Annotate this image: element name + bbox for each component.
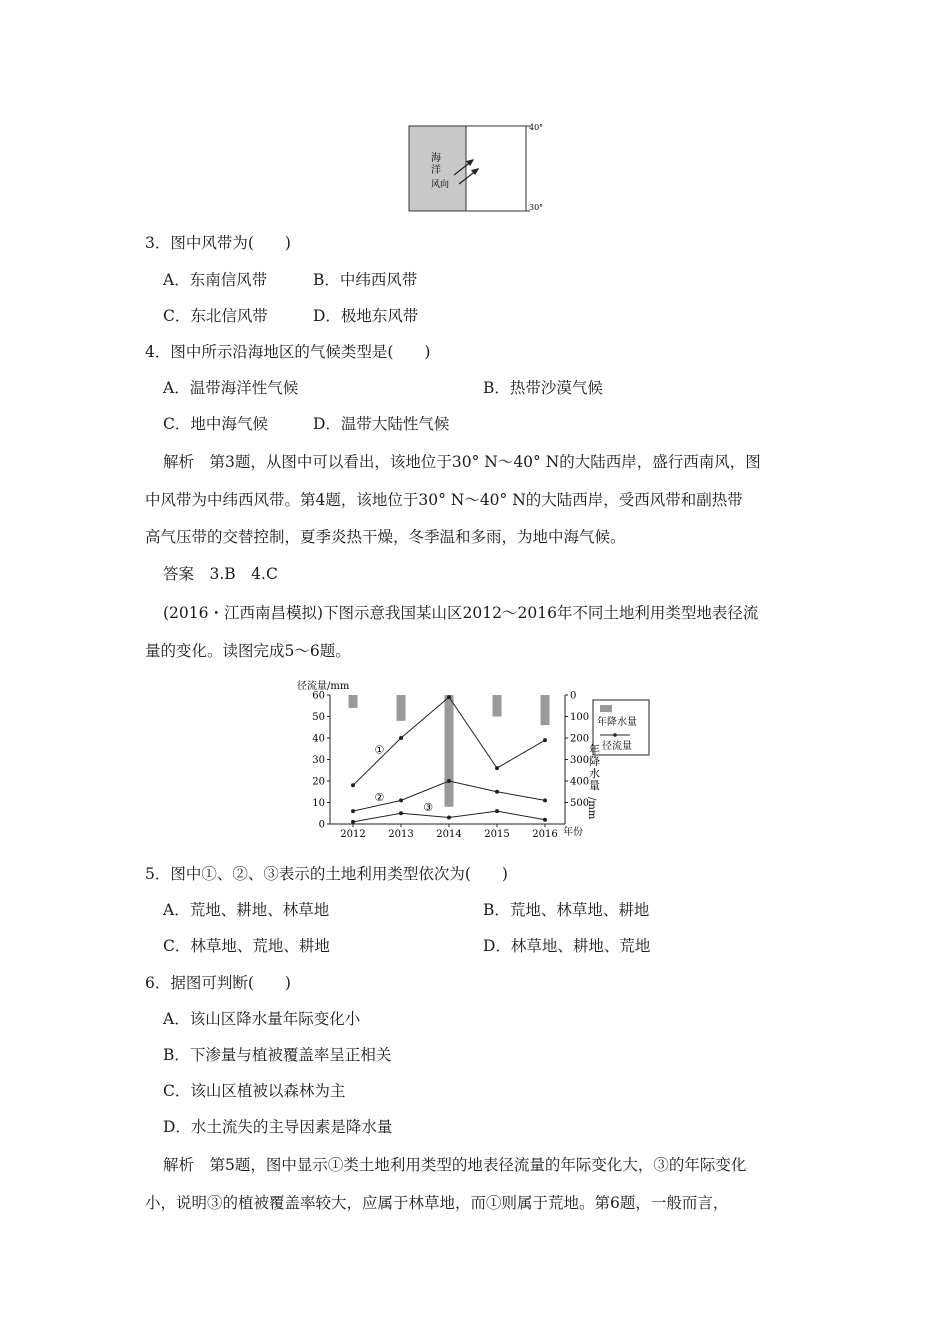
runoff-point xyxy=(447,779,451,783)
y-right-tick-label: 200 xyxy=(570,733,590,745)
x-axis-label: 年份 xyxy=(563,827,583,838)
y-right-label-char: 水 xyxy=(589,767,600,780)
q3-stem: 3．图中风带为( ) xyxy=(145,234,291,252)
y-left-tick-label: 10 xyxy=(312,798,325,809)
runoff-point xyxy=(351,783,355,787)
q5-stem: 5．图中①、②、③表示的土地利用类型依次为( ) xyxy=(145,865,508,883)
runoff-point xyxy=(351,820,355,824)
precipitation-bar xyxy=(541,695,550,725)
y-right-label-char: 降 xyxy=(589,755,600,768)
runoff-point xyxy=(399,798,403,802)
precipitation-bar xyxy=(493,695,502,717)
y-left-tick-label: 60 xyxy=(312,690,325,702)
y-left-tick-label: 0 xyxy=(318,819,325,831)
series-name-label: ② xyxy=(374,791,385,805)
y-left-tick-label: 50 xyxy=(312,712,325,723)
q5-option-b: B．荒地、林草地、耕地 xyxy=(483,901,650,919)
legend-bar-swatch xyxy=(600,705,612,712)
runoff-point xyxy=(495,809,499,813)
lat-40-label: 40° xyxy=(529,123,544,132)
chart-legend xyxy=(593,700,649,755)
q6-option-a: A．该山区降水量年际变化小 xyxy=(163,1010,361,1028)
intro2-line2: 量的变化。读图完成5～6题。 xyxy=(145,642,351,660)
y-left-tick-label: 30 xyxy=(312,755,325,766)
runoff-point xyxy=(495,766,499,770)
q4-stem: 4．图中所示沿海地区的气候类型是( ) xyxy=(145,343,431,361)
wind-label: 风向 xyxy=(431,180,450,190)
lat-30-label: 30° xyxy=(529,203,544,212)
runoff-point xyxy=(543,798,547,802)
analysis1-line3: 高气压带的交替控制，夏季炎热干燥，冬季温和多雨，为地中海气候。 xyxy=(145,528,626,546)
analysis2-line1: 解析 第5题，图中显示①类土地利用类型的地表径流量的年际变化大，③的年际变化 xyxy=(163,1156,747,1174)
y-right-label-unit: /mm xyxy=(586,797,597,820)
runoff-point xyxy=(351,809,355,813)
y-right-tick-label: 300 xyxy=(570,755,590,766)
series-name-label: ① xyxy=(374,743,385,757)
series-name-label: ③ xyxy=(423,800,434,814)
analysis1-line1: 解析 第3题，从图中可以看出，该地位于30° N～40° N的大陆西岸，盛行西南风，图 xyxy=(163,453,761,471)
q3-option-c: C．东北信风带 xyxy=(163,307,268,325)
q5-option-c: C．林草地、荒地、耕地 xyxy=(163,937,330,955)
q4-option-d: D．温带大陆性气候 xyxy=(313,415,450,433)
q6-stem: 6．据图可判断( ) xyxy=(145,974,291,992)
y-right-tick-label: 0 xyxy=(570,690,577,702)
precipitation-bar xyxy=(349,695,358,708)
ocean-label-1: 海 xyxy=(431,153,441,164)
x-tick-label: 2013 xyxy=(388,829,414,840)
analysis2-line2: 小，说明③的植被覆盖率较大，应属于林草地，而①则属于荒地。第6题，一般而言， xyxy=(145,1194,729,1212)
q3-option-d: D．极地东风带 xyxy=(313,307,419,325)
runoff-point xyxy=(399,811,403,815)
y-left-tick-label: 20 xyxy=(312,776,325,788)
runoff-point xyxy=(399,736,403,740)
runoff-point xyxy=(447,816,451,820)
q3-option-b: B．中纬西风带 xyxy=(313,271,418,289)
x-tick-label: 2016 xyxy=(532,829,558,840)
intro2-line1: (2016・江西南昌模拟)下图示意我国某山区2012～2016年不同土地利用类型地表径流 xyxy=(163,604,759,622)
precipitation-bar xyxy=(445,695,454,807)
runoff-point xyxy=(447,695,451,699)
q4-option-c: C．地中海气候 xyxy=(163,415,268,433)
analysis1-line2: 中风带为中纬西风带。第4题，该地位于30° N～40° N的大陆西岸，受西风带和副热带 xyxy=(145,491,743,509)
y-left-tick-label: 40 xyxy=(312,733,325,745)
y-right-label-char: 量 xyxy=(589,779,600,792)
land-area xyxy=(466,126,526,211)
legend-bar-label: 年降水量 xyxy=(597,717,637,728)
y-right-label-char: 年 xyxy=(589,743,600,756)
runoff-point xyxy=(543,818,547,822)
q6-option-b: B．下渗量与植被覆盖率呈正相关 xyxy=(163,1046,392,1064)
legend-line-label: 径流量 xyxy=(602,741,632,752)
q3-option-a: A．东南信风带 xyxy=(163,271,268,289)
q6-option-c: C．该山区植被以森林为主 xyxy=(163,1082,346,1100)
ocean-label-2: 洋 xyxy=(431,165,441,176)
x-tick-label: 2014 xyxy=(436,829,462,840)
runoff-point xyxy=(543,738,547,742)
q4-option-a: A．温带海洋性气候 xyxy=(163,379,299,397)
q4-option-b: B．热带沙漠气候 xyxy=(483,379,603,397)
q6-option-d: D．水土流失的主导因素是降水量 xyxy=(163,1118,393,1136)
answer1: 答案 3.B 4.C xyxy=(163,565,278,583)
y-left-label: 径流量/mm xyxy=(297,681,350,692)
q5-option-d: D．林草地、耕地、荒地 xyxy=(483,937,651,955)
y-right-tick-label: 500 xyxy=(570,798,590,809)
q5-option-a: A．荒地、耕地、林草地 xyxy=(163,901,330,919)
wind-map-figure xyxy=(400,118,560,218)
runoff-point xyxy=(495,790,499,794)
precipitation-bar xyxy=(397,695,406,721)
runoff-chart xyxy=(295,675,665,840)
x-tick-label: 2012 xyxy=(340,829,366,840)
x-tick-label: 2015 xyxy=(484,829,510,840)
y-right-tick-label: 400 xyxy=(570,776,590,788)
y-right-tick-label: 100 xyxy=(570,712,590,723)
